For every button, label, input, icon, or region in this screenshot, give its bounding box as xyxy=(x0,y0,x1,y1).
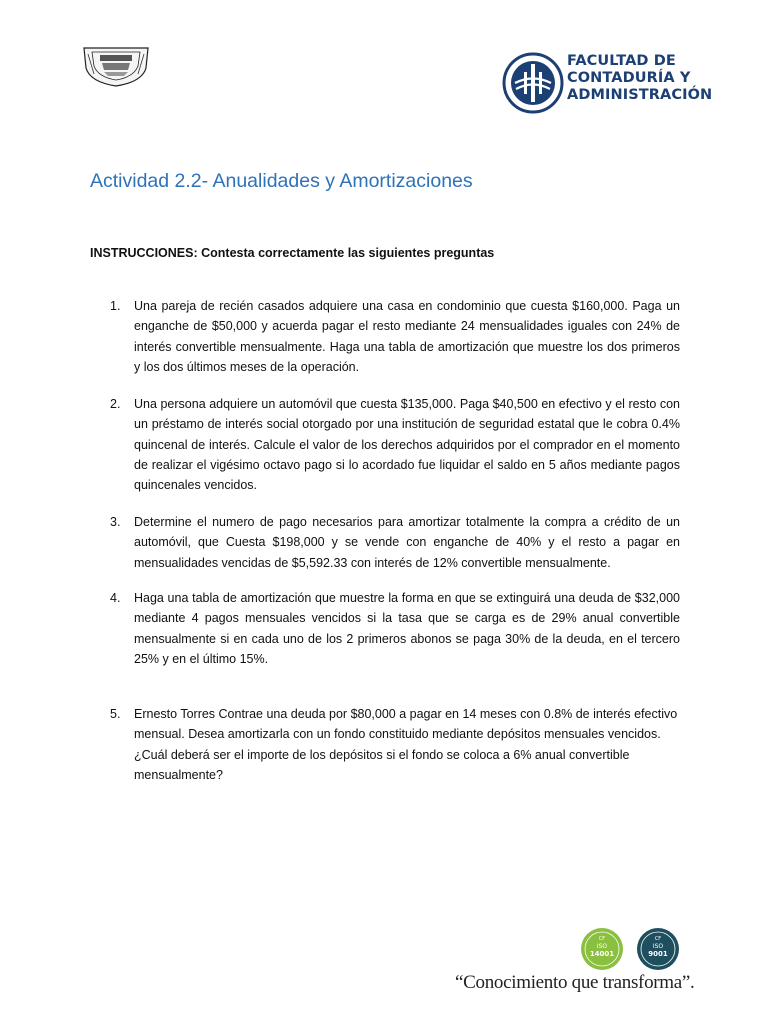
faculty-line-1: FACULTAD DE xyxy=(567,53,676,69)
badge-1-line-3: 14001 xyxy=(589,950,615,958)
page-title: Actividad 2.2- Anualidades y Amortizaciones xyxy=(90,170,473,192)
question-number: 4. xyxy=(110,591,121,605)
question-number: 5. xyxy=(110,707,121,721)
badge-1-line-1: CF xyxy=(598,936,606,942)
question-text: Una persona adquiere un automóvil que cuesta $135,000. Paga $40,500 en efectivo y el resto con un préstamo de interés social otorgado por una institución de seguridad estatal que le cobra 0.4% quincenal de interés. Calcule el valor de los derechos adquiridos por el comprador en el momento de realizar el vigésimo octavo pago si lo acordado fue liquidar el saldo en 5 años mediante pagos quincenales vencidos. xyxy=(134,397,680,493)
instructions-text: INSTRUCCIONES: Contesta correctamente las siguientes preguntas xyxy=(90,246,495,260)
badge-2-line-2: ISO xyxy=(652,943,664,950)
question-text: Haga una tabla de amortización que muestre la forma en que se extinguirá una deuda de $32,000 mediante 4 pagos mensuales vencidos si la tasa que se carga es de 29% anual convertible mensualmente si en cada uno de los 2 primeros abonos se paga 30% de la deuda, en el tercero 25% y en el último 15%. xyxy=(134,591,680,666)
badge-2-line-1: CF xyxy=(654,936,662,942)
question-text: Ernesto Torres Contrae una deuda por $80,000 a pagar en 14 meses con 0.8% de interés efectivo mensual. Desea amortizarla con un fondo constituido mediante depósitos mensuales vencidos. ¿Cuál deberá ser el importe de los depósitos si el fondo se coloca a 6% anual convertible mensualmente? xyxy=(134,707,678,782)
question-number: 1. xyxy=(110,299,121,313)
university-seal-logo xyxy=(80,44,152,88)
badge-1-line-2: ISO xyxy=(596,943,608,950)
iso-14001-badge xyxy=(581,928,623,970)
iso-9001-badge xyxy=(637,928,679,970)
faculty-name xyxy=(567,53,712,104)
footer-slogan: “Conocimiento que transforma”. xyxy=(455,972,695,993)
fca-globe-logo xyxy=(502,52,564,114)
badge-2-line-3: 9001 xyxy=(648,950,668,958)
page-header xyxy=(0,0,768,130)
question-number: 2. xyxy=(110,397,121,411)
question-text: Determine el numero de pago necesarios para amortizar totalmente la compra a crédito de un automóvil, que Cuesta $198,000 y se vende con enganche de 40% y el resto a pagar en mensualidades vencidas de $5,592.33 con interés de 12% convertible mensualmente. xyxy=(134,515,680,570)
faculty-line-2: CONTADURÍA Y xyxy=(567,70,691,86)
question-number: 3. xyxy=(110,515,121,529)
question-text: Una pareja de recién casados adquiere una casa en condominio que cuesta $160,000. Paga un enganche de $50,000 y acuerda pagar el resto mediante 24 mensualidades iguales con 24% de interés convertible mensualmente. Haga una tabla de amortización que muestre los dos primeros y los dos últimos meses de la operación. xyxy=(134,299,680,374)
iso-certification-badges xyxy=(580,924,690,974)
faculty-line-3: ADMINISTRACIÓN xyxy=(567,87,713,103)
